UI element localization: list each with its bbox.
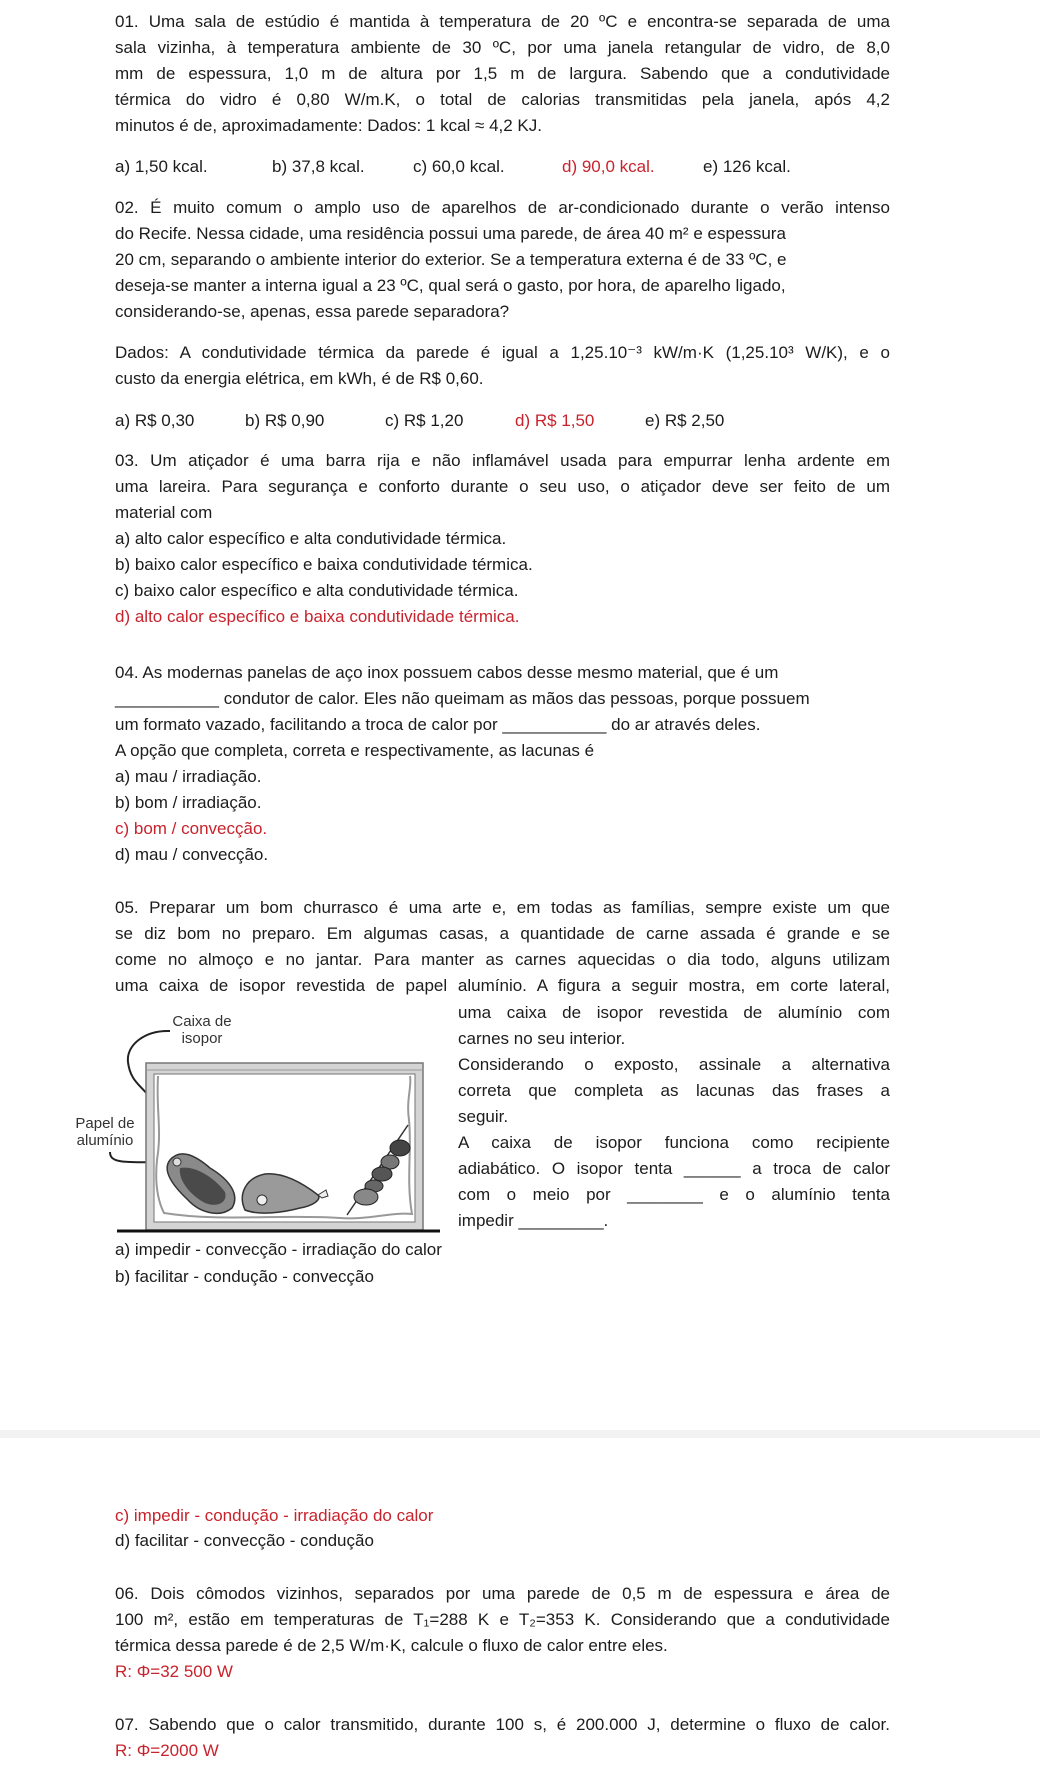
question-text-line: 01. Uma sala de estúdio é mantida à temperatura de 20 ºC e encontra-se separada de uma bbox=[115, 12, 890, 31]
option-b: b) R$ 0,90 bbox=[245, 411, 325, 430]
question-text-line: mm de espessura, 1,0 m de altura por 1,5 m de largura. Sabendo que a condutividade bbox=[115, 64, 890, 83]
option-c-correct: c) bom / convecção. bbox=[115, 819, 268, 838]
question-text-line: 100 m², estão em temperaturas de T₁=288 K e T₂=353 K. Considerando que a condutividade bbox=[115, 1610, 890, 1629]
option-c-correct: c) impedir - condução - irradiação do calor bbox=[115, 1506, 434, 1525]
question-text-line: correta que completa as lacunas das frases a bbox=[458, 1081, 890, 1100]
question-text-line: impedir _________. bbox=[458, 1211, 609, 1230]
option-c: c) R$ 1,20 bbox=[385, 411, 464, 430]
question-text-line: 03. Um atiçador é uma barra rija e não inflamável usada para empurrar lenha ardente em bbox=[115, 451, 890, 470]
answer: R: Φ=2000 W bbox=[115, 1741, 219, 1760]
question-text-line: considerando-se, apenas, essa parede separadora? bbox=[115, 302, 510, 321]
option-a: a) impedir - convecção - irradiação do calor bbox=[115, 1240, 442, 1259]
question-text-line: se diz bom no preparo. Em algumas casas, a quantidade de carne assada é grande e se bbox=[115, 924, 890, 943]
question-text-line: térmica do vidro é 0,80 W/m.K, o total de calorias transmitidas pela janela, após 4,2 bbox=[115, 90, 890, 109]
label-foil: Papel de bbox=[75, 1115, 135, 1132]
question-text-line: A opção que completa, correta e respectivamente, as lacunas é bbox=[115, 741, 595, 760]
option-d-correct: d) alto calor específico e baixa condutividade térmica. bbox=[115, 607, 520, 626]
option-a: a) R$ 0,30 bbox=[115, 411, 195, 430]
option-d: d) mau / convecção. bbox=[115, 845, 269, 864]
question-02-data bbox=[115, 340, 890, 392]
question-text-line: uma caixa de isopor revestida de alumínio com bbox=[458, 1003, 890, 1022]
question-text-line: do Recife. Nessa cidade, uma residência possui uma parede, de área 40 m² e espessura bbox=[115, 224, 786, 243]
styrofoam-box-figure bbox=[60, 1000, 460, 1240]
page-break-divider bbox=[0, 1430, 1040, 1438]
question-03 bbox=[115, 448, 890, 630]
label-foil: alumínio bbox=[76, 1132, 134, 1149]
question-text-line: uma lareira. Para segurança e conforto durante o seu uso, o atiçador deve ser feito de um bbox=[115, 477, 890, 496]
question-04 bbox=[115, 660, 890, 868]
question-text-line: 05. Preparar um bom churrasco é uma arte e, em todas as famílias, sempre existe um que bbox=[115, 898, 890, 917]
option-d-correct: d) R$ 1,50 bbox=[515, 411, 595, 430]
question-text-line: deseja-se manter a interna igual a 23 ºC, qual será o gasto, por hora, de aparelho ligado, bbox=[115, 276, 786, 295]
question-01 bbox=[115, 9, 890, 139]
option-b: b) baixo calor específico e baixa condutividade térmica. bbox=[115, 555, 533, 574]
question-text-line: custo da energia elétrica, em kWh, é de R$ 0,60. bbox=[115, 369, 484, 388]
option-d: d) facilitar - convecção - condução bbox=[115, 1531, 374, 1550]
question-text-line: adiabático. O isopor tenta ______ a troca de calor bbox=[458, 1159, 890, 1178]
option-d-correct: d) 90,0 kcal. bbox=[562, 157, 655, 176]
question-text-line: 04. As modernas panelas de aço inox possuem cabos desse mesmo material, que é um bbox=[115, 663, 779, 682]
option-b: b) 37,8 kcal. bbox=[272, 157, 365, 176]
option-b: b) facilitar - condução - convecção bbox=[115, 1267, 374, 1286]
option-a: a) 1,50 kcal. bbox=[115, 157, 208, 176]
option-a: a) mau / irradiação. bbox=[115, 767, 262, 786]
label-box: Caixa de bbox=[172, 1013, 232, 1030]
question-text-line: minutos é de, aproximadamente: Dados: 1 kcal ≈ 4,2 KJ. bbox=[115, 116, 542, 135]
answer: R: Φ=32 500 W bbox=[115, 1662, 233, 1681]
question-text-line: Dados: A condutividade térmica da parede é igual a 1,25.10⁻³ kW/m·K (1,25.10³ W/K), e o bbox=[115, 343, 890, 362]
question-text-line: 20 cm, separando o ambiente interior do exterior. Se a temperatura externa é de 33 ºC, e bbox=[115, 250, 787, 269]
question-text-line: sala vizinha, à temperatura ambiente de 30 ºC, por uma janela retangular de vidro, de 8,0 bbox=[115, 38, 890, 57]
option-c: c) baixo calor específico e alta condutividade térmica. bbox=[115, 581, 519, 600]
question-text-line: carnes no seu interior. bbox=[458, 1029, 626, 1048]
question-text-line: com o meio por ________ e o alumínio tenta bbox=[458, 1185, 890, 1204]
question-text-line: um formato vazado, facilitando a troca de calor por ___________ do ar através deles. bbox=[115, 715, 761, 734]
question-text-line: ___________ condutor de calor. Eles não queimam as mãos das pessoas, porque possuem bbox=[115, 689, 810, 708]
question-text-line: A caixa de isopor funciona como recipiente bbox=[458, 1133, 890, 1152]
option-a: a) alto calor específico e alta condutividade térmica. bbox=[115, 529, 507, 548]
question-text-line: Considerando o exposto, assinale a alternativa bbox=[458, 1055, 890, 1074]
option-b: b) bom / irradiação. bbox=[115, 793, 262, 812]
question-text-line: material com bbox=[115, 503, 213, 522]
question-text-line: uma caixa de isopor revestida de papel alumínio. A figura a seguir mostra, em corte lateral, bbox=[115, 976, 890, 995]
question-05 bbox=[115, 895, 890, 999]
question-text-line: 06. Dois cômodos vizinhos, separados por uma parede de 0,5 m de espessura e área de bbox=[115, 1584, 890, 1603]
question-07 bbox=[115, 1712, 890, 1764]
option-c: c) 60,0 kcal. bbox=[413, 157, 505, 176]
question-text-line: 02. É muito comum o amplo uso de aparelhos de ar-condicionado durante o verão intenso bbox=[115, 198, 890, 217]
question-text-line: come no almoço e no jantar. Para manter as carnes aquecidas o dia todo, alguns utilizam bbox=[115, 950, 890, 969]
question-05-side-text bbox=[458, 1000, 890, 1234]
label-box: isopor bbox=[181, 1030, 223, 1047]
question-text-line: seguir. bbox=[458, 1107, 509, 1126]
option-e: e) 126 kcal. bbox=[703, 157, 791, 176]
option-e: e) R$ 2,50 bbox=[645, 411, 725, 430]
question-06 bbox=[115, 1581, 890, 1685]
question-text-line: térmica dessa parede é de 2,5 W/m·K, calcule o fluxo de calor entre eles. bbox=[115, 1636, 668, 1655]
question-text-line: 07. Sabendo que o calor transmitido, durante 100 s, é 200.000 J, determine o fluxo de calor. bbox=[115, 1715, 890, 1734]
question-02 bbox=[115, 195, 890, 325]
